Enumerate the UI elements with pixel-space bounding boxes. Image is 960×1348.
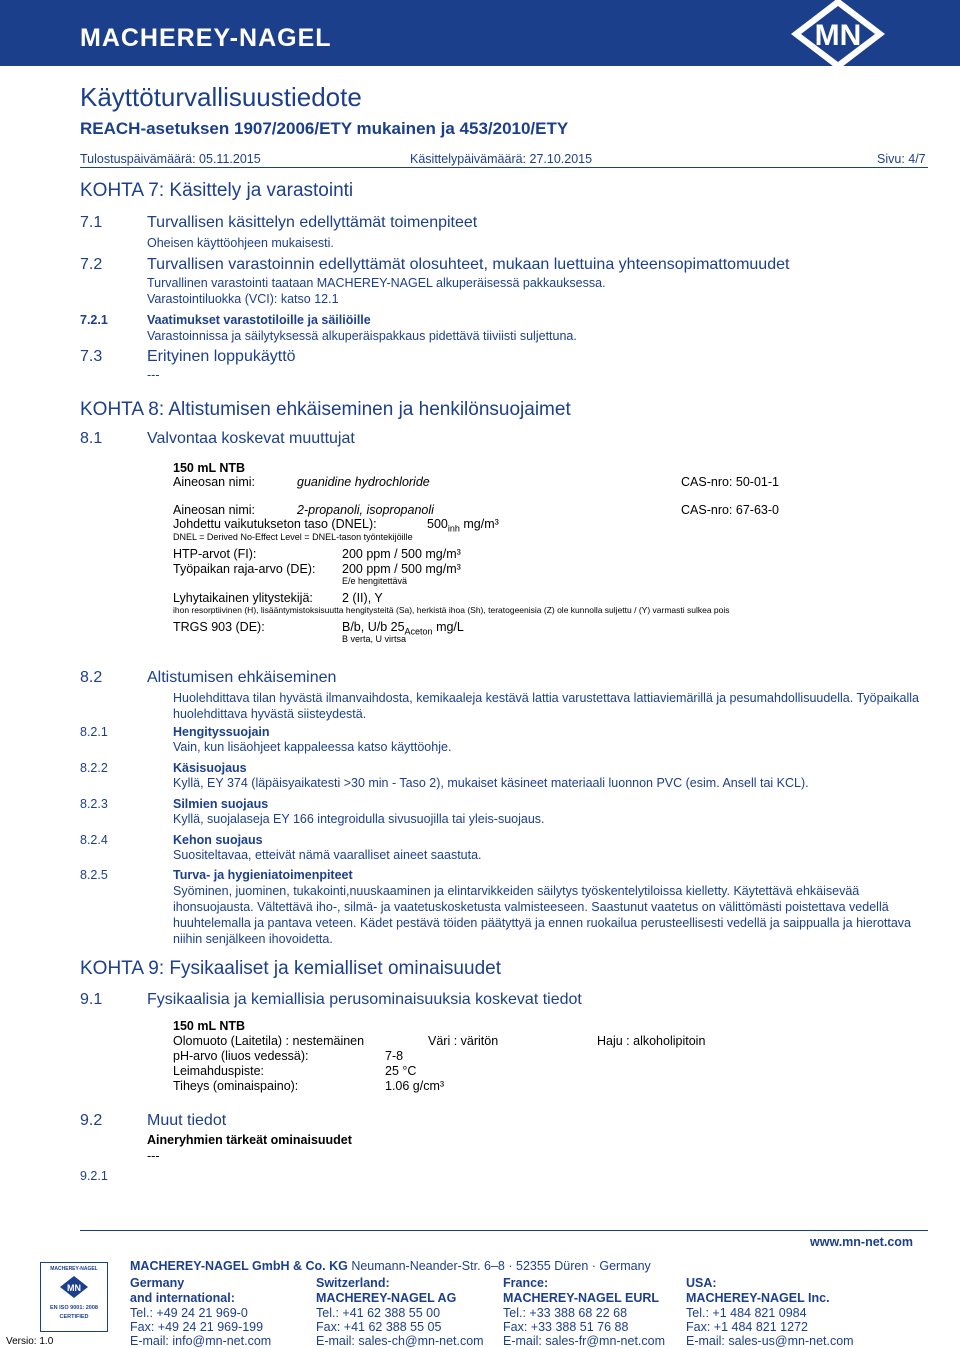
section-7-1-title: Turvallisen käsittelyn edellyttämät toimenpiteet — [147, 214, 478, 231]
section-8-2-num: 8.2 — [80, 669, 103, 686]
col2-fax: Fax: +41 62 388 55 05 — [316, 1320, 442, 1334]
ly-label: Lyhytaikainen ylitystekijä: — [173, 591, 313, 605]
section-8-2-3-title: Silmien suojaus — [173, 797, 269, 811]
document-title: Käyttöturvallisuustiedote — [80, 82, 362, 112]
trgs-value: B/b, U/b $25_{Aceton}$ mg/L — [342, 620, 464, 637]
col1-email[interactable]: E-mail: info@mn-net.com — [130, 1334, 272, 1348]
section-8-2-1-num: 8.2.1 — [80, 725, 108, 739]
col1-h1: Germany — [130, 1276, 185, 1290]
section-9-2-1-num: 9.2.1 — [80, 1169, 108, 1183]
section-7-1-text: Oheisen käyttöohjeen mukaisesti. — [147, 236, 334, 250]
trgs-note: B verta, U virtsa — [342, 634, 407, 644]
comp1-name: guanidine hydrochloride — [297, 475, 430, 489]
comp1-label: Aineosan nimi: — [173, 475, 255, 489]
comp2-cas: CAS-nro: 67-63-0 — [681, 503, 779, 517]
section-7-2-line1: Turvallinen varastointi taataan MACHEREY-NAGEL alkuperäisessä pakkauksessa. — [147, 276, 606, 290]
section-8-2-5-num: 8.2.5 — [80, 868, 108, 882]
section-7-2-title: Turvallisen varastoinnin edellyttämät olosuhteet, mukaan luettuina yhteensopimattomuudet — [147, 256, 790, 273]
website-link[interactable]: www.mn-net.com — [810, 1235, 914, 1249]
col2-h2: MACHEREY-NAGEL AG — [316, 1291, 457, 1305]
product-name-9: 150 mL NTB — [173, 1019, 246, 1033]
section-9-2-subtitle: Aineryhmien tärkeät ominaisuudet — [147, 1133, 352, 1147]
section-8-2-4-title: Kehon suojaus — [173, 833, 263, 847]
leim-value: 25 °C — [385, 1064, 417, 1078]
comp1-cas: CAS-nro: 50-01-1 — [681, 475, 779, 489]
cert-text-1: EN ISO 9001: 2008 — [49, 1305, 98, 1311]
col3-h1: France: — [503, 1276, 549, 1290]
section-8-2-3-num: 8.2.3 — [80, 797, 108, 811]
htp-value: 200 ppm / 500 mg/m³ — [342, 547, 461, 561]
cert-logo-icon — [59, 1275, 89, 1299]
section-8-2-5-title: Turva- ja hygieniatoimenpiteet — [173, 868, 353, 882]
section-7-title: KOHTA 7: Käsittely ja varastointi — [80, 180, 354, 201]
mn-logo-icon — [783, 0, 893, 74]
section-9-2-title: Muut tiedot — [147, 1112, 227, 1129]
comp2-name: 2-propanoli, isopropanoli — [297, 503, 434, 517]
footer-rule — [80, 1230, 928, 1231]
section-8-2-2-num: 8.2.2 — [80, 761, 108, 775]
print-date: Tulostuspäivämäärä: 05.11.2015 — [80, 152, 261, 166]
col3-h2: MACHEREY-NAGEL EURL — [503, 1291, 660, 1305]
section-8-2-2-text: Kyllä, EY 374 (läpäisyaikatesti >30 min - Taso 2), mukaiset käsineet materiaali luonnon PVC (esim. Ansell tai KCL). — [173, 776, 809, 790]
section-9-1-num: 9.1 — [80, 991, 103, 1008]
tih-label: Tiheys (ominaispaino): — [173, 1079, 299, 1093]
col4-h1: USA: — [686, 1276, 717, 1290]
col2-email[interactable]: E-mail: sales-ch@mn-net.com — [316, 1334, 484, 1348]
trgs-label: TRGS 903 (DE): — [173, 620, 265, 634]
section-7-3-title: Erityinen loppukäyttö — [147, 348, 296, 365]
section-7-2-1-text: Varastoinnissa ja säilytyksessä alkuperäispakkaus pidettävä tiiviisti suljettuna. — [147, 329, 577, 343]
product-name-8: 150 mL NTB — [173, 461, 246, 475]
htp-label: HTP-arvot (FI): — [173, 547, 257, 561]
col1-h2: and international: — [130, 1291, 235, 1305]
logo-text: MN — [814, 19, 862, 52]
col4-fax: Fax: +1 484 821 1272 — [686, 1320, 808, 1334]
tyo-note: E/e hengitettävä — [342, 576, 408, 586]
col1-fax: Fax: +49 24 21 969-199 — [130, 1320, 264, 1334]
col2-tel: Tel.: +41 62 388 55 00 — [316, 1306, 441, 1320]
iso-certificate-badge — [40, 1262, 108, 1332]
dnel-value: $500_{inh}$ mg/m³ — [427, 517, 499, 534]
col4-h2: MACHEREY-NAGEL Inc. — [686, 1291, 830, 1305]
tyo-label: Työpaikan raja-arvo (DE): — [173, 562, 316, 576]
ph-value: 7-8 — [385, 1049, 404, 1063]
col4-email[interactable]: E-mail: sales-us@mn-net.com — [686, 1334, 854, 1348]
vari: Väri : väritön — [428, 1034, 499, 1048]
section-8-2-4-num: 8.2.4 — [80, 833, 108, 847]
section-8-1-title: Valvontaa koskevat muuttujat — [147, 430, 355, 447]
ly-value: 2 (II), Y — [342, 591, 383, 605]
section-8-2-1-title: Hengityssuojain — [173, 725, 270, 739]
col1-tel: Tel.: +49 24 21 969-0 — [130, 1306, 248, 1320]
cert-text-2: CERTIFIED — [59, 1314, 89, 1320]
section-8-2-text: Huolehdittava tilan hyvästä ilmanvaihdosta, kemikaaleja kestävä lattia varustettava lattiaviemärillä ja pesumahdollisuudella. Työpaikalla huolehdittava hyvästä siisteydestä. — [173, 691, 920, 721]
section-7-2-1-num: 7.2.1 — [80, 313, 108, 327]
section-7-2-num: 7.2 — [80, 256, 103, 273]
section-7-1-num: 7.1 — [80, 214, 103, 231]
col3-email[interactable]: E-mail: sales-fr@mn-net.com — [503, 1334, 666, 1348]
ly-note: ihon resorptiivinen (H), lisääntymistoksisuutta hengitysteitä (Sa), herkistä ihoa (Sh), teratogeenisia (Z) ole kunnolla suljettu / (Y) varmasti sulkea pois — [173, 605, 730, 615]
section-8-2-2-title: Käsisuojaus — [173, 761, 247, 775]
footer-company-line: MACHEREY-NAGEL GmbH & Co. KG Neumann-Neander-Str. 6–8 · 52355 Düren · Germany — [130, 1259, 651, 1273]
section-8-2-5-text: Syöminen, juominen, tukakointi,nuuskaaminen ja elintarvikkeiden säilytys työskentelytiloissa kielletty. Käytettävä ehkäisevää ihonsuojausta. Vältettävä iho-, silmä- ja vaatetuskosketusta valmisteeseen. Saastunut vaatetus on välittömästi poistettava vedellä huuhtelemalla ja pantava veteen. Kädet pestävä töiden päätyttyä ja ennen ruokailua perusteellisesti vedellä ja saippualla ja hierottava niihin senjälkeen ihovoidetta. — [173, 884, 911, 946]
section-7-2-line2: Varastointiluokka (VCI): katso 12.1 — [147, 292, 339, 306]
cert-brand: MACHEREY-NAGEL — [50, 1266, 98, 1272]
section-8-2-1-text: Vain, kun lisäohjeet kappaleessa katso käyttöohje. — [173, 740, 452, 754]
section-8-2-4-text: Suositeltavaa, etteivät nämä vaaralliset aineet saastuta. — [173, 848, 482, 862]
section-8-2-title: Altistumisen ehkäiseminen — [147, 669, 337, 686]
col2-h1: Switzerland: — [316, 1276, 390, 1290]
comp2-label: Aineosan nimi: — [173, 503, 255, 517]
section-7-2-1-title: Vaatimukset varastotiloille ja säiliöille — [147, 313, 371, 327]
document-subtitle: REACH-asetuksen 1907/2006/ETY mukainen ja 453/2010/ETY — [80, 119, 569, 138]
section-9-1-title: Fysikaalisia ja kemiallisia perusominaisuuksia koskevat tiedot — [147, 991, 582, 1008]
olomuoto: Olomuoto (Laitetila) : nestemäinen — [173, 1034, 365, 1048]
haju: Haju : alkoholipitoin — [597, 1034, 706, 1048]
section-7-3-text: --- — [147, 368, 160, 382]
section-8-1-num: 8.1 — [80, 430, 103, 447]
ph-label: pH-arvo (liuos vedessä): — [173, 1049, 309, 1063]
section-9-title: KOHTA 9: Fysikaaliset ja kemialliset ominaisuudet — [80, 958, 501, 979]
section-8-title: KOHTA 8: Altistumisen ehkäiseminen ja henkilönsuojaimet — [80, 399, 571, 420]
version-label: Versio: 1.0 — [6, 1336, 54, 1347]
col3-fax: Fax: +33 388 51 76 88 — [503, 1320, 629, 1334]
header-rule — [80, 167, 928, 168]
section-9-2-num: 9.2 — [80, 1112, 103, 1129]
svg-text:MN: MN — [67, 1283, 81, 1293]
col4-tel: Tel.: +1 484 821 0984 — [686, 1306, 807, 1320]
section-7-3-num: 7.3 — [80, 348, 103, 365]
tyo-value: 200 ppm / 500 mg/m³ — [342, 562, 461, 576]
brand-name: MACHEREY-NAGEL — [80, 24, 332, 52]
leim-label: Leimahduspiste: — [173, 1064, 265, 1078]
tih-value: 1.06 g/cm³ — [385, 1079, 445, 1093]
dnel-note: DNEL = Derived No-Effect Level = DNEL-tason työntekijöille — [173, 532, 413, 542]
section-8-2-3-text: Kyllä, suojalaseja EY 166 integroidulla sivusuojilla tai yleis-suojaus. — [173, 812, 545, 826]
col3-tel: Tel.: +33 388 68 22 68 — [503, 1306, 628, 1320]
dnel-label: Johdettu vaikutukseton taso (DNEL): — [173, 517, 377, 531]
page-number: Sivu: 4/7 — [877, 152, 926, 166]
section-9-2-text: --- — [147, 1149, 160, 1163]
edit-date: Käsittelypäivämäärä: 27.10.2015 — [410, 152, 593, 166]
